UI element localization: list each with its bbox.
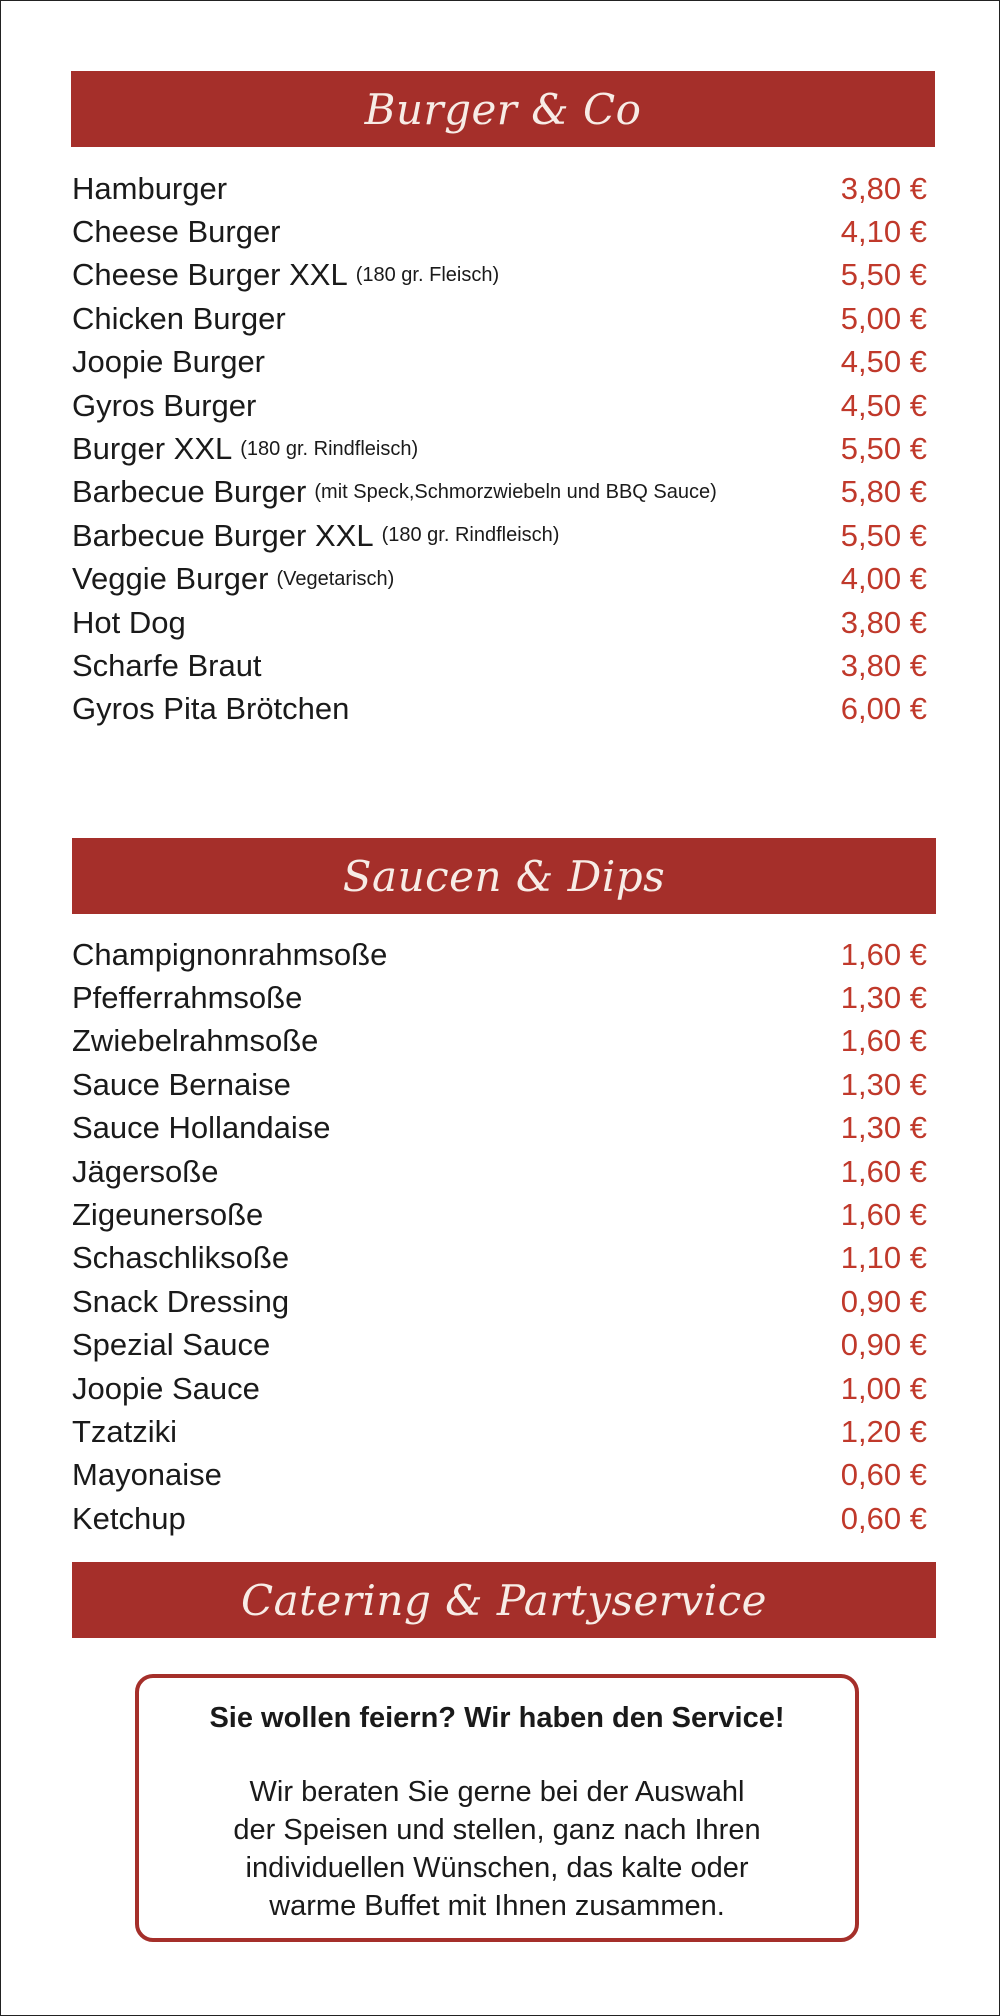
sauce-menu-item (72, 1237, 927, 1280)
burger-menu-item (72, 384, 927, 427)
burger-menu-item (72, 688, 927, 731)
item-note: (180 gr. Rindfleisch) (240, 437, 419, 460)
burger-menu-item (72, 341, 927, 384)
item-price: 4,00 € (840, 561, 927, 597)
item-name: Zwiebelrahmsoße (72, 1023, 319, 1059)
item-price: 1,10 € (840, 1240, 927, 1276)
sauces-menu-list (72, 933, 927, 1540)
item-price: 5,50 € (840, 517, 927, 553)
item-price: 1,30 € (840, 1066, 927, 1102)
burger-menu-item (72, 514, 927, 557)
burger-menu-item (72, 254, 927, 297)
burger-menu-item (72, 558, 927, 601)
item-name: Schaschliksoße (72, 1240, 290, 1276)
item-price: 6,00 € (840, 691, 927, 727)
item-price: 1,30 € (840, 1110, 927, 1146)
item-price: 1,60 € (840, 936, 927, 972)
item-name: Burger XXL (72, 431, 233, 467)
catering-line: Wir beraten Sie gerne bei der Auswahl (249, 1776, 745, 1808)
sauce-menu-item (72, 1367, 927, 1410)
item-price: 3,80 € (840, 604, 927, 640)
item-name: Scharfe Braut (72, 647, 262, 683)
burger-section-banner (71, 71, 935, 147)
item-price: 5,80 € (840, 474, 927, 510)
item-price: 5,50 € (840, 431, 927, 467)
catering-line: warme Buffet mit Ihnen zusammen. (269, 1890, 725, 1922)
catering-info-box (135, 1674, 859, 1942)
sauce-menu-item (72, 1020, 927, 1063)
sauce-menu-item (72, 933, 927, 976)
catering-description (139, 1773, 855, 1925)
item-name: Sauce Hollandaise (72, 1110, 331, 1146)
sauce-menu-item (72, 1280, 927, 1323)
item-name: Gyros Burger (72, 387, 257, 423)
catering-section-title: Catering & Partyservice (240, 1575, 768, 1625)
item-name: Joopie Sauce (72, 1370, 260, 1406)
item-name: Joopie Burger (72, 344, 266, 380)
item-name: Jägersoße (72, 1153, 219, 1189)
burger-menu-item (72, 644, 927, 687)
item-price: 1,30 € (840, 980, 927, 1016)
burger-menu-item (72, 210, 927, 253)
item-name: Mayonaise (72, 1457, 222, 1493)
item-name: Cheese Burger XXL (72, 257, 348, 293)
catering-line: der Speisen und stellen, ganz nach Ihren (233, 1814, 761, 1846)
burger-menu-item (72, 297, 927, 340)
burger-menu-item (72, 427, 927, 470)
item-price: 1,00 € (840, 1370, 927, 1406)
item-price: 1,60 € (840, 1023, 927, 1059)
item-name: Zigeunersoße (72, 1197, 264, 1233)
sauce-menu-item (72, 1107, 927, 1150)
item-price: 0,90 € (840, 1283, 927, 1319)
item-note: (Vegetarisch) (276, 567, 395, 590)
item-price: 4,10 € (840, 214, 927, 250)
item-price: 0,90 € (840, 1327, 927, 1363)
item-name: Gyros Pita Brötchen (72, 691, 350, 727)
item-name: Hot Dog (72, 604, 186, 640)
catering-section-banner (72, 1562, 936, 1638)
item-note: (mit Speck,Schmorzwiebeln und BBQ Sauce) (314, 480, 717, 503)
sauce-menu-item (72, 976, 927, 1019)
sauce-menu-item (72, 1193, 927, 1236)
catering-headline: Sie wollen feiern? Wir haben den Service! (209, 1702, 785, 1734)
item-name: Veggie Burger (72, 561, 269, 597)
item-price: 4,50 € (840, 387, 927, 423)
sauce-menu-item (72, 1324, 927, 1367)
sauce-menu-item (72, 1497, 927, 1540)
item-price: 3,80 € (840, 647, 927, 683)
item-price: 3,80 € (840, 170, 927, 206)
item-name: Snack Dressing (72, 1283, 290, 1319)
sauce-menu-item (72, 1063, 927, 1106)
item-note: (180 gr. Fleisch) (355, 263, 500, 286)
catering-line: individuellen Wünschen, das kalte oder (245, 1852, 749, 1884)
item-price: 0,60 € (840, 1457, 927, 1493)
item-name: Barbecue Burger XXL (72, 517, 374, 553)
item-name: Tzatziki (72, 1413, 178, 1449)
sauce-menu-item (72, 1454, 927, 1497)
item-price: 5,00 € (840, 300, 927, 336)
item-name: Cheese Burger (72, 214, 281, 250)
item-name: Champignonrahmsoße (72, 936, 388, 972)
burger-menu-item (72, 471, 927, 514)
sauce-menu-item (72, 1410, 927, 1453)
item-name: Chicken Burger (72, 300, 286, 336)
item-note: (180 gr. Rindfleisch) (381, 524, 560, 547)
item-price: 1,60 € (840, 1153, 927, 1189)
item-name: Barbecue Burger (72, 474, 307, 510)
item-name: Hamburger (72, 170, 228, 206)
item-price: 1,60 € (840, 1197, 927, 1233)
sauce-menu-item (72, 1150, 927, 1193)
burger-menu-item (72, 601, 927, 644)
item-price: 4,50 € (840, 344, 927, 380)
burger-menu-list (72, 167, 927, 731)
burger-section-title: Burger & Co (364, 84, 642, 134)
item-name: Pfefferrahmsoße (72, 980, 303, 1016)
sauces-section-banner (72, 838, 936, 914)
item-name: Ketchup (72, 1500, 186, 1536)
item-price: 0,60 € (840, 1500, 927, 1536)
item-price: 1,20 € (840, 1413, 927, 1449)
item-price: 5,50 € (840, 257, 927, 293)
sauces-section-title: Saucen & Dips (342, 851, 666, 901)
item-name: Spezial Sauce (72, 1327, 271, 1363)
item-name: Sauce Bernaise (72, 1066, 291, 1102)
burger-menu-item (72, 167, 927, 210)
